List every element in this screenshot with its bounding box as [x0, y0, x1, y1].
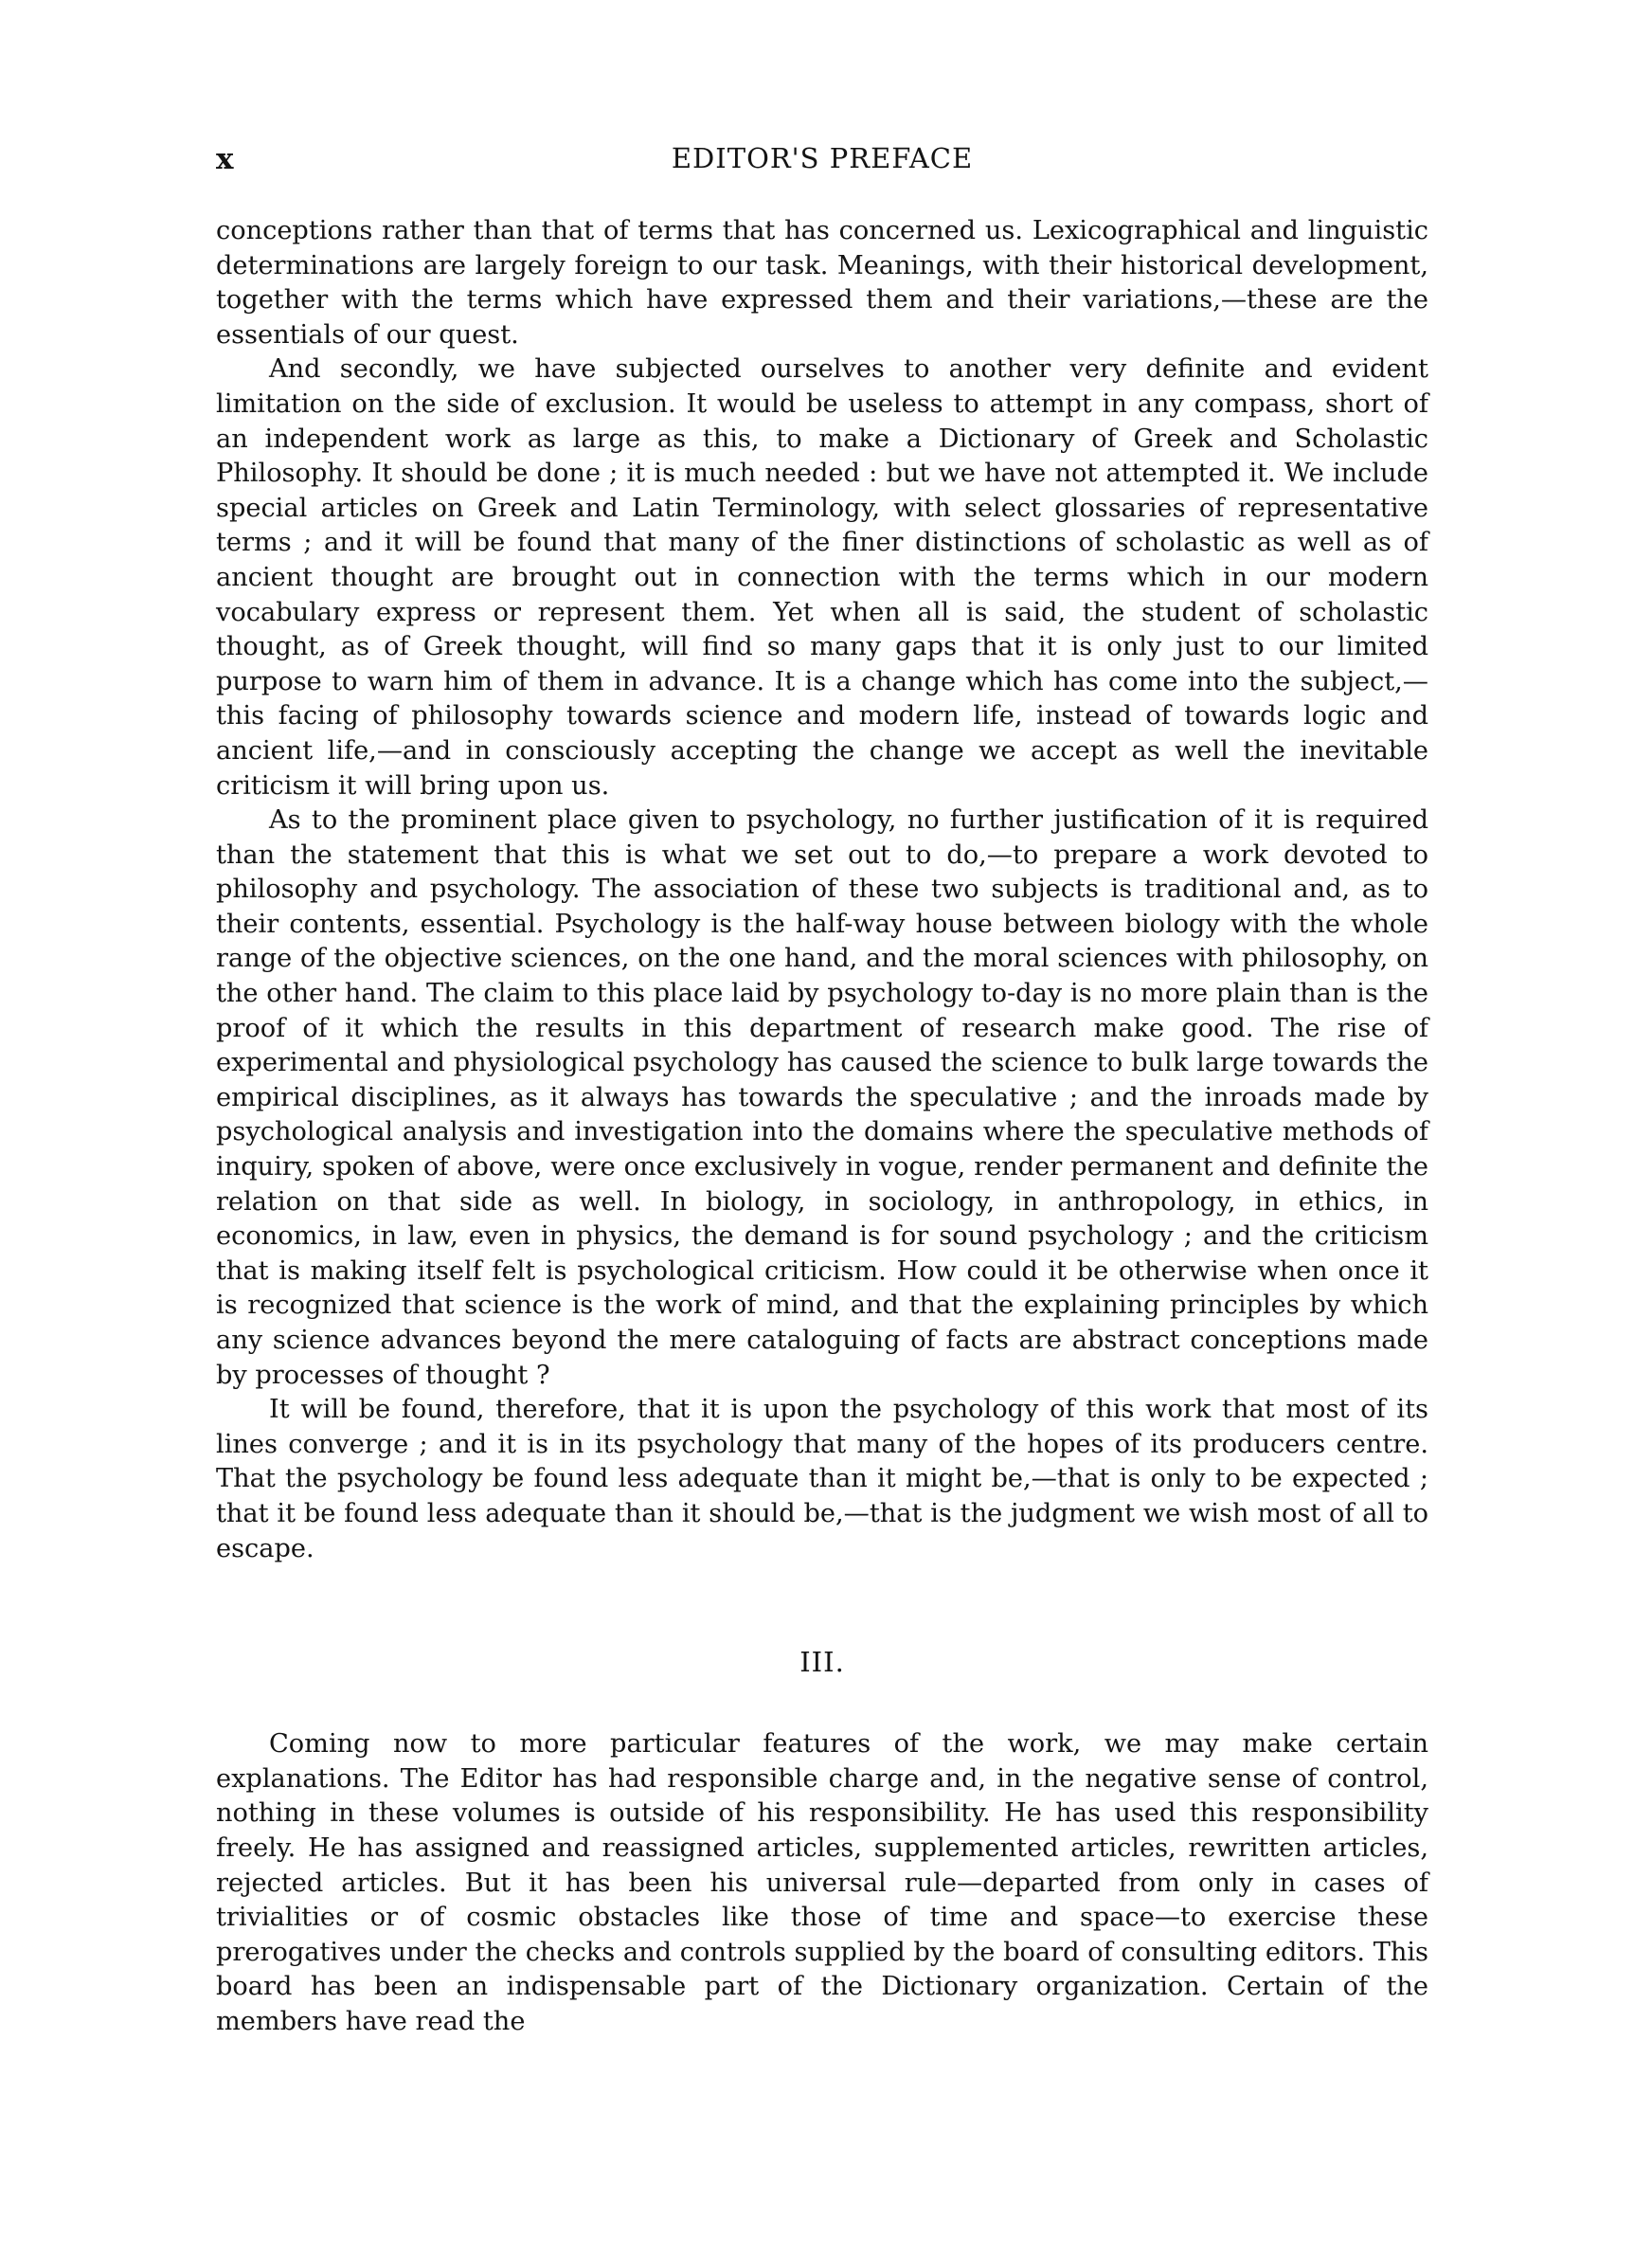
paragraph-continuation: conceptions rather than that of terms that has concerned us. Lexicographical and linguistic determinations are largely foreign to our task. Meanings, with their historical development, together with the terms which have expressed them and their variations,—these are the essentials of our quest.: [216, 216, 1428, 350]
paragraph-psychology-place: As to the prominent place given to psychology, no further justification of it is required than the statement that this is what we set out to do,—to prepare a work devoted to philosophy and psychology. The association of these two subjects is traditional and, as to their contents, essential. Psychology is the half-way house between biology with the whole range of the objective sciences, on the one hand, and the moral sciences with philosophy, on the other hand. The claim to this place laid by psychology to-day is no more plain than is the proof of it which the results in this department of research make good. The rise of experimental and physiological psychology has caused the science to bulk large towards the empirical disciplines, as it always has towards the speculative ; and the inroads made by psychological analysis and investigation into the domains where the speculative methods of inquiry, spoken of above, were once exclusively in vogue, render permanent and definite the relation on that side as well. In biology, in sociology, in anthropology, in ethics, in economics, in law, even in physics, the demand is for sound psychology ; and the criticism that is making itself felt is psychological criticism. How could it be otherwise when once it is recognized that science is the work of mind, and that the explaining principles by which any science advances beyond the mere cataloguing of facts are abstract conceptions made by processes of thought ?: [216, 805, 1428, 1390]
page-number: x: [216, 142, 234, 176]
running-title: EDITOR'S PREFACE: [671, 142, 974, 174]
paragraph-limitation: And secondly, we have subjected ourselves to another very definite and evident limitation on the side of exclusion. It would be useless to attempt in any compass, short of an independent work as large as this, to make a Dictionary of Greek and Scholastic Philosophy. It should be done ; it is much needed : but we have not attempted it. We include special articles on Greek and Latin Terminology, with select glossaries of representative terms ; and it will be found that many of the finer distinctions of scholastic as well as of ancient thought are brought out in connection with the terms which in our modern vocabulary express or represent them. Yet when all is said, the student of scholastic thought, as of Greek thought, will find so many gaps that it is only just to our limited purpose to warn him of them in advance. It is a change which has come into the subject,—this facing of philosophy towards science and modern life, instead of towards logic and ancient life,—and in consciously accepting the change we accept as well the inevitable criticism it will bring upon us.: [216, 354, 1428, 801]
book-page: [216, 142, 1428, 2040]
section-heading: III.: [799, 1646, 845, 1679]
running-head: [216, 142, 1428, 184]
paragraph-psychology-converge: It will be found, therefore, that it is upon the psychology of this work that most of its lines converge ; and it is in its psychology that many of the hopes of its producers centre. That the psychology be found less adequate than it might be,—that is only to be expected ; that it be found less adequate than it should be,—that is the judgment we wish most of all to escape.: [216, 1395, 1428, 1563]
paragraph-editor-responsibility: Coming now to more particular features of the work, we may make certain explanations. The Editor has had responsible charge and, in the negative sense of control, nothing in these volumes is outside of his responsibility. He has used this responsibility freely. He has assigned and reassigned articles, supplemented articles, rewritten articles, rejected articles. But it has been his universal rule—departed from only in cases of trivialities or of cosmic obstacles like those of time and space—to exercise these prerogatives under the checks and controls supplied by the board of consulting editors. This board has been an indispensable part of the Dictionary organization. Certain of the members have read the: [216, 1729, 1428, 2036]
